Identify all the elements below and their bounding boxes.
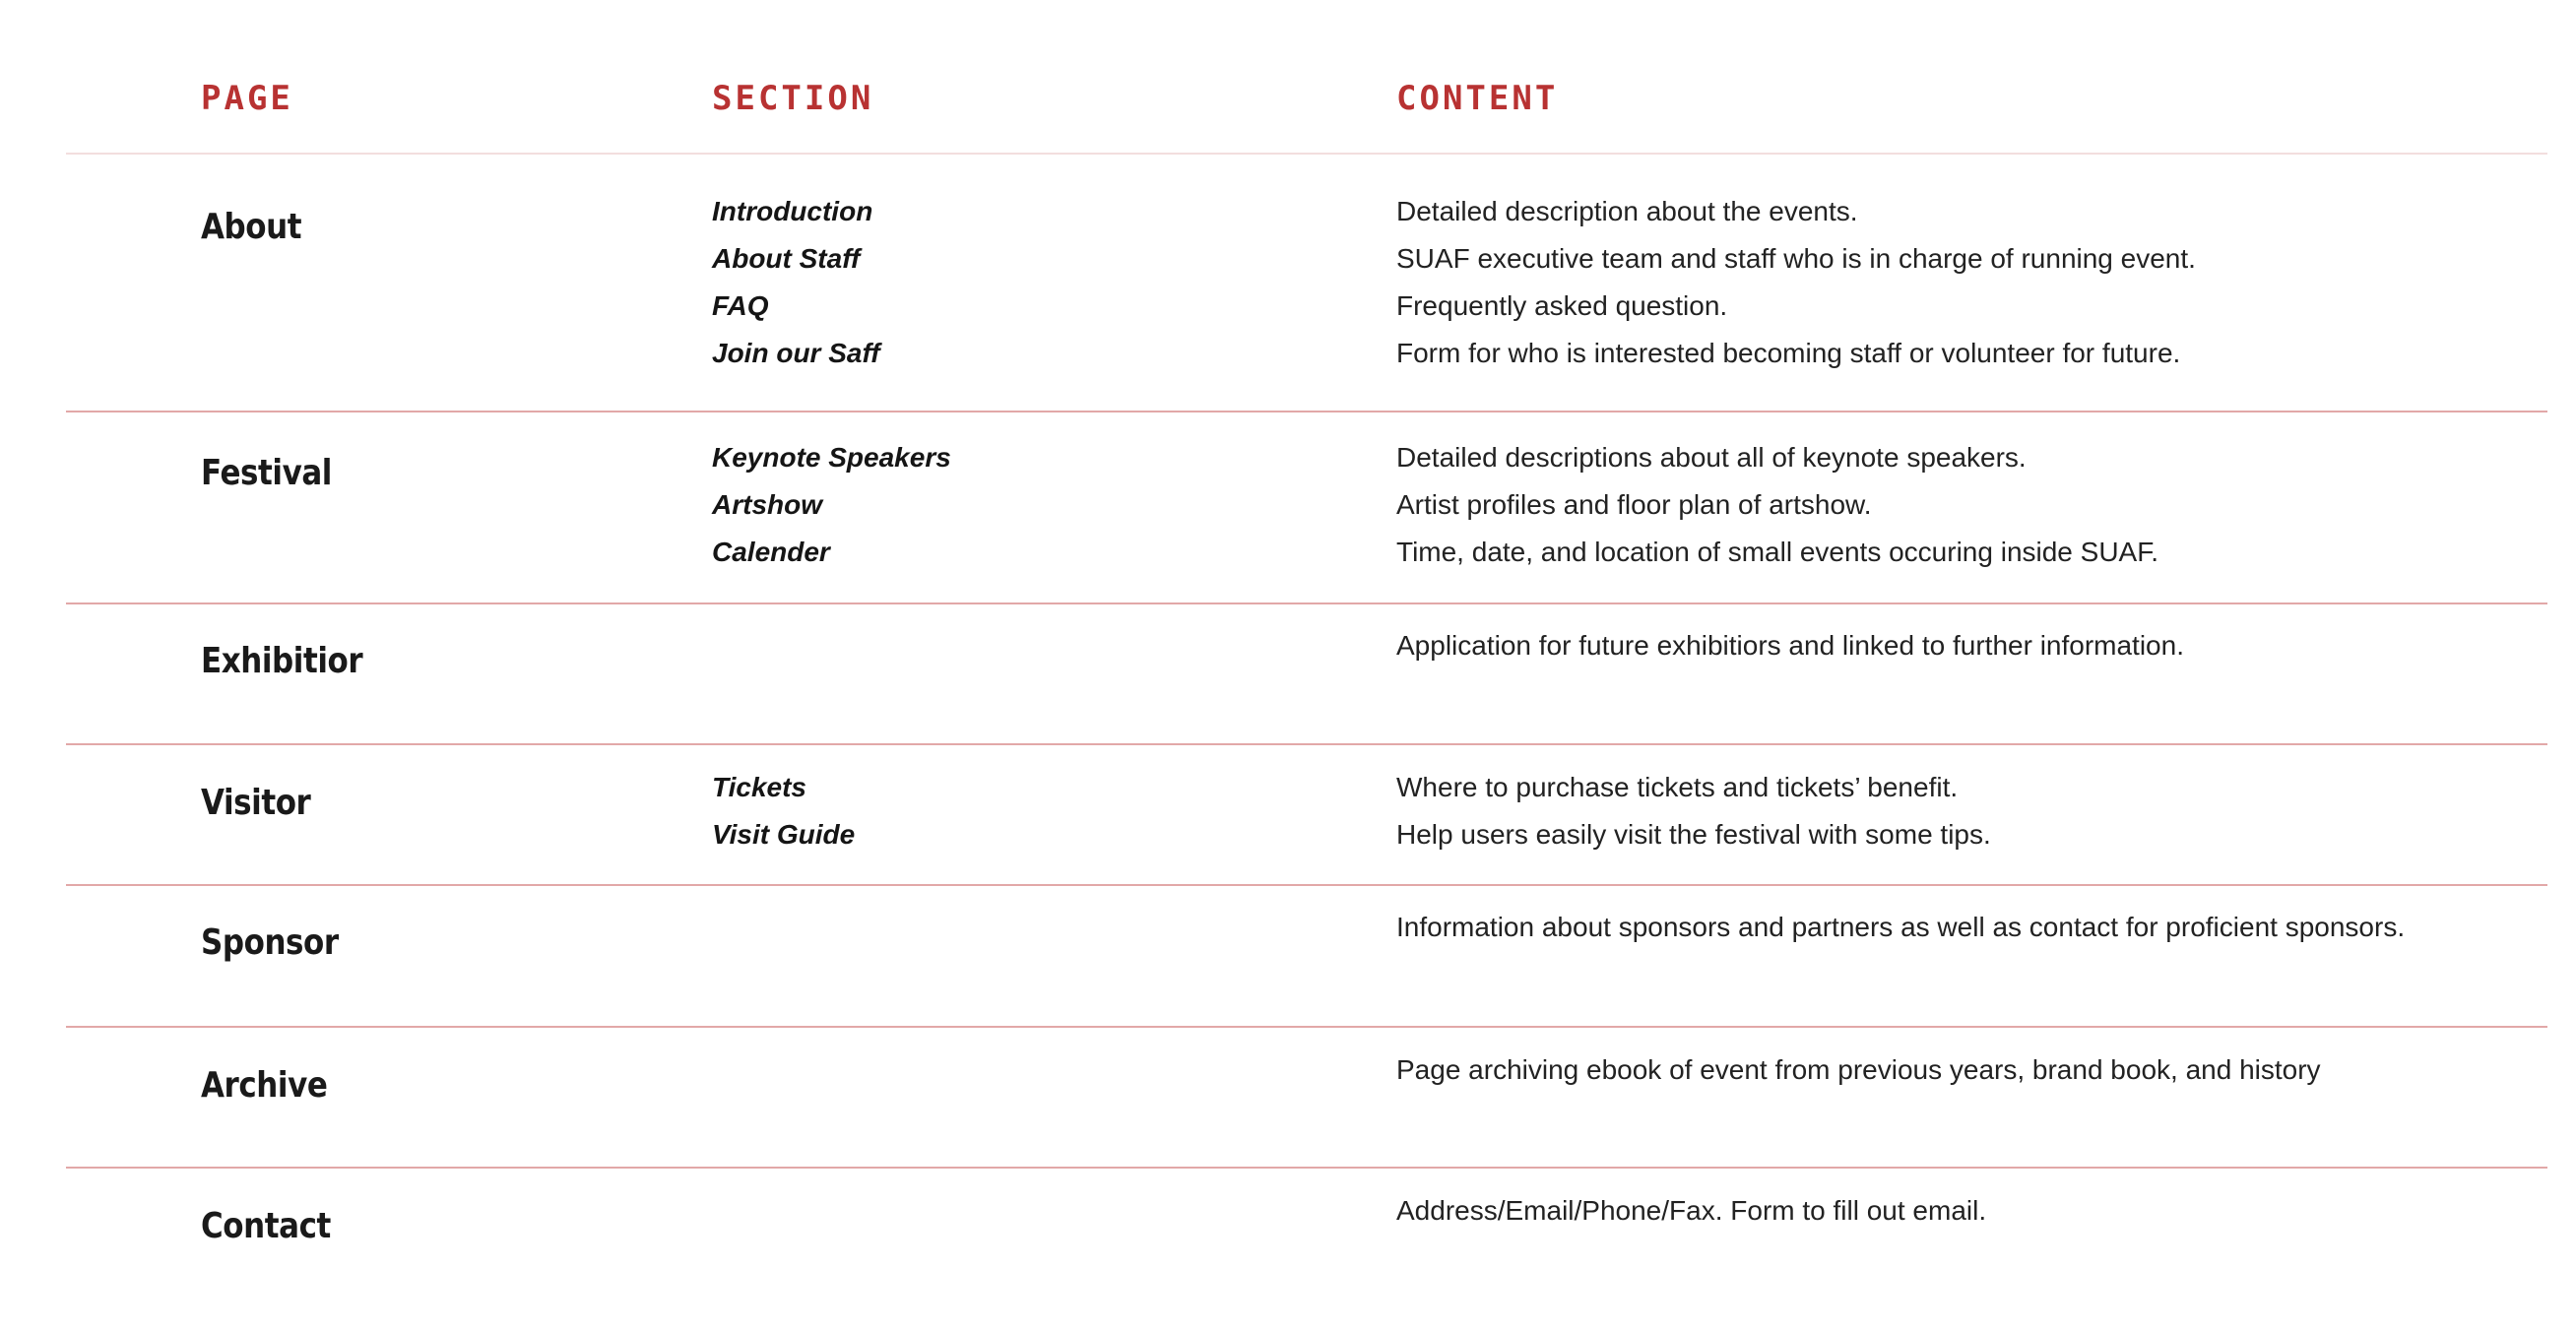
content-item: Where to purchase tickets and tickets’ benefit. <box>1396 772 1959 802</box>
content-item: Detailed description about the events. <box>1396 196 1858 226</box>
page-name-about: About <box>201 207 302 247</box>
section-item: Join our Saff <box>712 338 880 368</box>
content-item: Address/Email/Phone/Fax. Form to fill out email. <box>1396 1195 1987 1226</box>
section-list <box>712 764 855 858</box>
content-item: Page archiving ebook of event from previous years, brand book, and history <box>1396 1054 2321 1085</box>
content-item: SUAF executive team and staff who is in charge of running event. <box>1396 243 2196 274</box>
section-list <box>712 434 951 576</box>
content-item: Form for who is interested becoming staff or volunteer for future. <box>1396 338 2181 368</box>
section-item: About Staff <box>712 243 861 274</box>
content-list <box>1396 904 2405 951</box>
page-name-festival: Festival <box>201 453 332 493</box>
table-row <box>66 745 2547 886</box>
content-list <box>1396 622 2184 669</box>
section-item: FAQ <box>712 290 769 321</box>
page-name-exhibitior: Exhibitior <box>201 641 363 681</box>
content-list <box>1396 434 2158 576</box>
section-item: Introduction <box>712 196 873 226</box>
content-list <box>1396 764 1991 858</box>
content-item: Frequently asked question. <box>1396 290 1728 321</box>
content-item: Time, date, and location of small events occuring inside SUAF. <box>1396 537 2159 567</box>
content-item: Detailed descriptions about all of keynote speakers. <box>1396 442 2027 473</box>
section-item: Artshow <box>712 489 822 520</box>
content-item: Information about sponsors and partners as well as contact for proficient sponsors. <box>1396 912 2406 942</box>
header-content: CONTENT <box>1396 79 1559 118</box>
content-item: Artist profiles and floor plan of artshow. <box>1396 489 1872 520</box>
header-page: PAGE <box>201 79 293 118</box>
content-item: Application for future exhibitiors and linked to further information. <box>1396 630 2184 661</box>
section-item: Calender <box>712 537 830 567</box>
content-item: Help users easily visit the festival with some tips. <box>1396 819 1991 850</box>
section-item: Tickets <box>712 772 806 802</box>
table-row <box>66 886 2547 1028</box>
header-section: SECTION <box>712 79 874 118</box>
page-name-archive: Archive <box>201 1065 328 1106</box>
sitemap-table <box>66 0 2547 1306</box>
page-name-sponsor: Sponsor <box>201 922 339 963</box>
page-name-visitor: Visitor <box>201 783 311 823</box>
content-list <box>1396 1187 1986 1235</box>
table-row <box>66 604 2547 745</box>
section-list <box>712 188 880 377</box>
content-list <box>1396 188 2196 377</box>
section-item: Keynote Speakers <box>712 442 951 473</box>
page-name-contact: Contact <box>201 1206 331 1246</box>
table-row <box>66 412 2547 604</box>
content-list <box>1396 1046 2321 1094</box>
table-row <box>66 1169 2547 1306</box>
table-row <box>66 1028 2547 1169</box>
section-item: Visit Guide <box>712 819 856 850</box>
table-row <box>66 155 2547 412</box>
table-header <box>66 0 2547 155</box>
